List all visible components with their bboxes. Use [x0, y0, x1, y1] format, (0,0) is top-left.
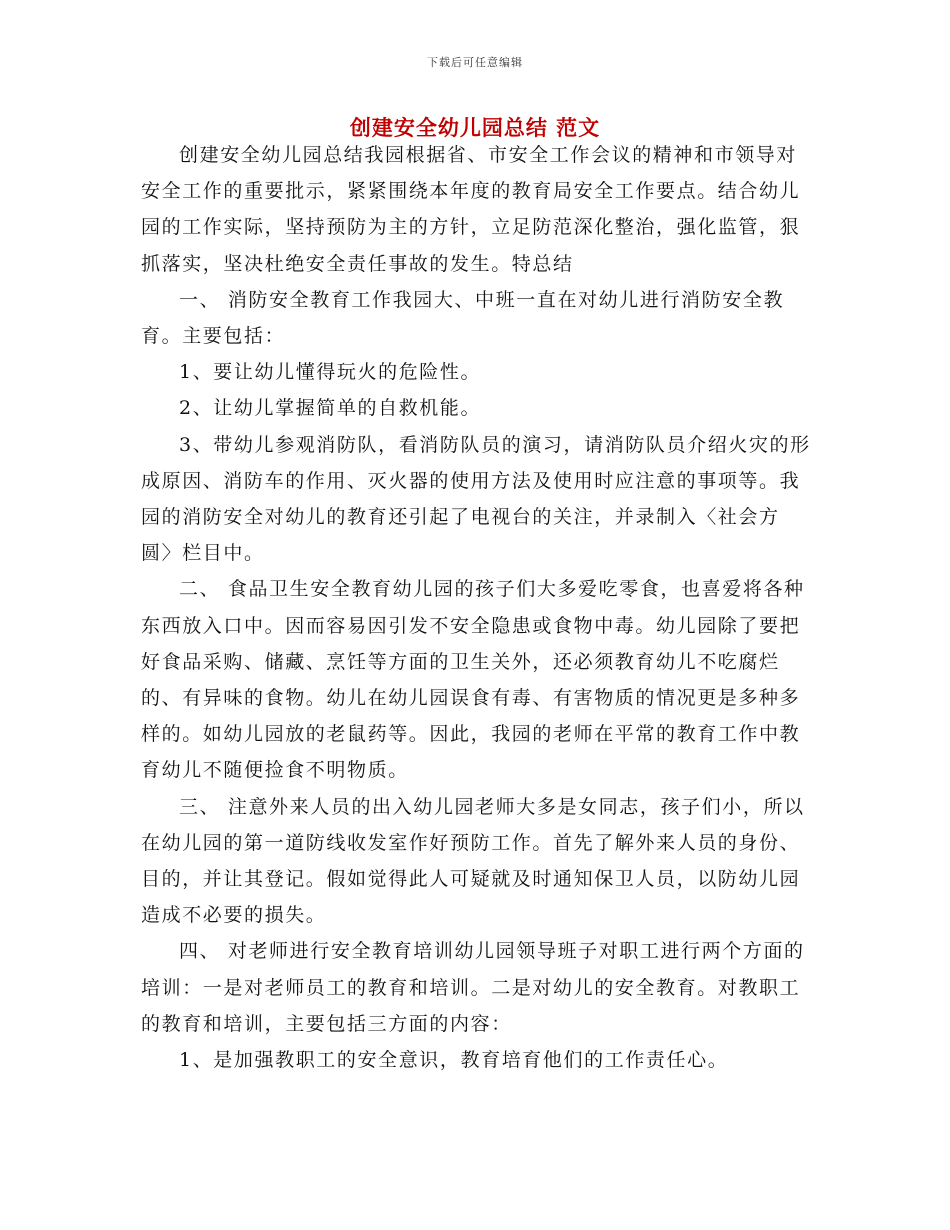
- paragraph-section-4: 四、 对老师进行安全教育培训幼儿园领导班子对职工进行两个方面的培训：一是对老师员工的教育和培训。二是对幼儿的安全教育。对教职工的教育和培训，主要包括三方面的内容：: [141, 940, 805, 1035]
- document-body: [141, 137, 811, 1078]
- paragraph-list-item: 3、带幼儿参观消防队，看消防队员的演习，请消防队员介绍火灾的形成原因、消防车的作用、灭火器的使用方法及使用时应注意的事项等。我园的消防安全对幼儿的教育还引起了电视台的关注，并录制入〈社会方圆〉栏目中。: [141, 433, 811, 565]
- paragraph-intro: 创建安全幼儿园总结我园根据省、市安全工作会议的精神和市领导对安全工作的重要批示，紧紧围绕本年度的教育局安全工作要点。结合幼儿园的工作实际，坚持预防为主的方针，立足防范深化整治，强化监管，狠抓落实，坚决杜绝安全责任事故的发生。特总结: [141, 144, 801, 275]
- paragraph-section-2: 二、 食品卫生安全教育幼儿园的孩子们大多爱吃零食，也喜爱将各种东西放入口中。因而容易因引发不安全隐患或食物中毒。幼儿园除了要把好食品采购、储藏、烹饪等方面的卫生关外，还必须教育幼儿不吃腐烂的、有异味的食物。幼儿在幼儿园误食有毒、有害物质的情况更是多种多样的。如幼儿园放的老鼠药等。因此，我园的老师在平常的教育工作中教育幼儿不随便捡食不明物质。: [141, 578, 805, 782]
- paragraph-list-item: 2、让幼儿掌握简单的自救机能。: [179, 397, 482, 420]
- paragraph-list-item: 1、要让幼儿懂得玩火的危险性。: [179, 361, 482, 384]
- header-note: 下载后可任意编辑: [427, 56, 523, 69]
- document-title: 创建安全幼儿园总结 范文: [349, 116, 601, 140]
- paragraph-section-1: 一、 消防安全教育工作我园大、中班一直在对幼儿进行消防安全教育。主要包括：: [141, 288, 785, 348]
- paragraph-section-3: 三、 注意外来人员的出入幼儿园老师大多是女同志，孩子们小，所以在幼儿园的第一道防线收发室作好预防工作。首先了解外来人员的身份、目的，并让其登记。假如觉得此人可疑就及时通知保卫人员，以防幼儿园造成不必要的损失。: [141, 795, 805, 927]
- paragraph-list-item: 1、是加强教职工的安全意识，教育培育他们的工作责任心。: [179, 1049, 729, 1072]
